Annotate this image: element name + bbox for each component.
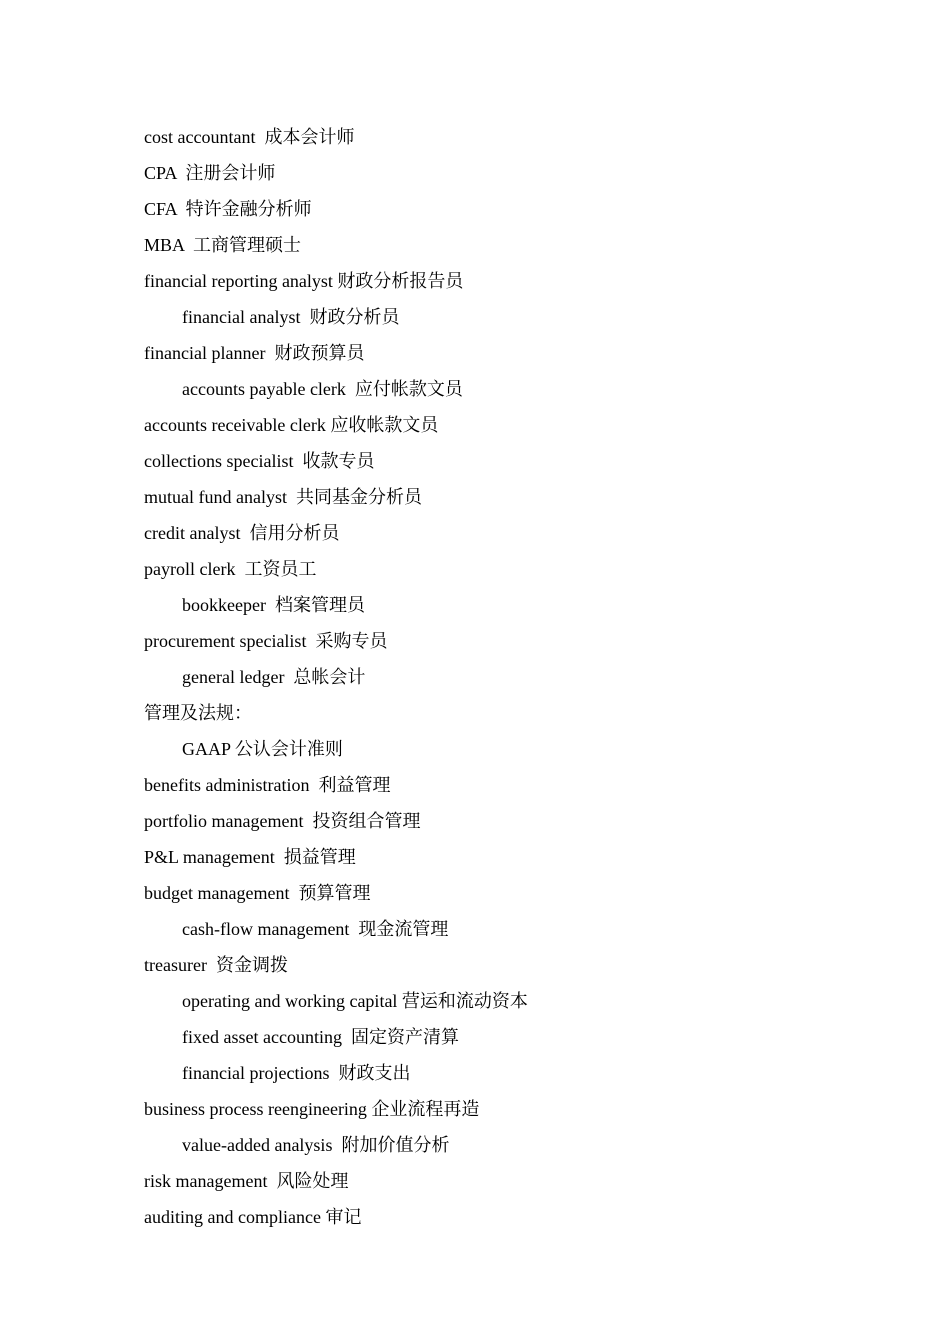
glossary-line: credit analyst 信用分析员 (144, 523, 340, 543)
glossary-line: payroll clerk 工资员工 (144, 559, 317, 579)
glossary-line: financial reporting analyst 财政分析报告员 (144, 271, 464, 291)
glossary-line: mutual fund analyst 共同基金分析员 (144, 487, 422, 507)
glossary-line: CFA 特许金融分析师 (144, 199, 312, 219)
glossary-line: P&L management 损益管理 (144, 847, 356, 867)
glossary-line: benefits administration 利益管理 (144, 775, 391, 795)
glossary-line: collections specialist 收款专员 (144, 451, 375, 471)
glossary-line: financial planner 财政预算员 (144, 343, 365, 363)
glossary-list (144, 123, 844, 1239)
glossary-line: operating and working capital 营运和流动资本 (182, 991, 528, 1011)
glossary-line: MBA 工商管理硕士 (144, 235, 302, 255)
glossary-line: treasurer 资金调拨 (144, 955, 288, 975)
glossary-line: cash-flow management 现金流管理 (182, 919, 449, 939)
glossary-line: auditing and compliance 审记 (144, 1207, 362, 1227)
glossary-line: general ledger 总帐会计 (182, 667, 366, 687)
glossary-line: budget management 预算管理 (144, 883, 371, 903)
glossary-line: portfolio management 投资组合管理 (144, 811, 421, 831)
glossary-line: business process reengineering 企业流程再造 (144, 1099, 480, 1119)
glossary-line: cost accountant 成本会计师 (144, 127, 355, 147)
glossary-line: bookkeeper 档案管理员 (182, 595, 365, 615)
glossary-line: CPA 注册会计师 (144, 163, 276, 183)
glossary-line: value-added analysis 附加价值分析 (182, 1135, 450, 1155)
glossary-line: financial analyst 财政分析员 (182, 307, 400, 327)
glossary-line: GAAP 公认会计准则 (182, 739, 343, 759)
glossary-line: fixed asset accounting 固定资产清算 (182, 1027, 459, 1047)
glossary-line: accounts payable clerk 应付帐款文员 (182, 379, 463, 399)
section-heading: 管理及法规： (144, 703, 252, 723)
glossary-line: accounts receivable clerk 应收帐款文员 (144, 415, 439, 435)
glossary-line: procurement specialist 采购专员 (144, 631, 388, 651)
glossary-line: financial projections 财政支出 (182, 1063, 411, 1083)
glossary-line: risk management 风险处理 (144, 1171, 349, 1191)
